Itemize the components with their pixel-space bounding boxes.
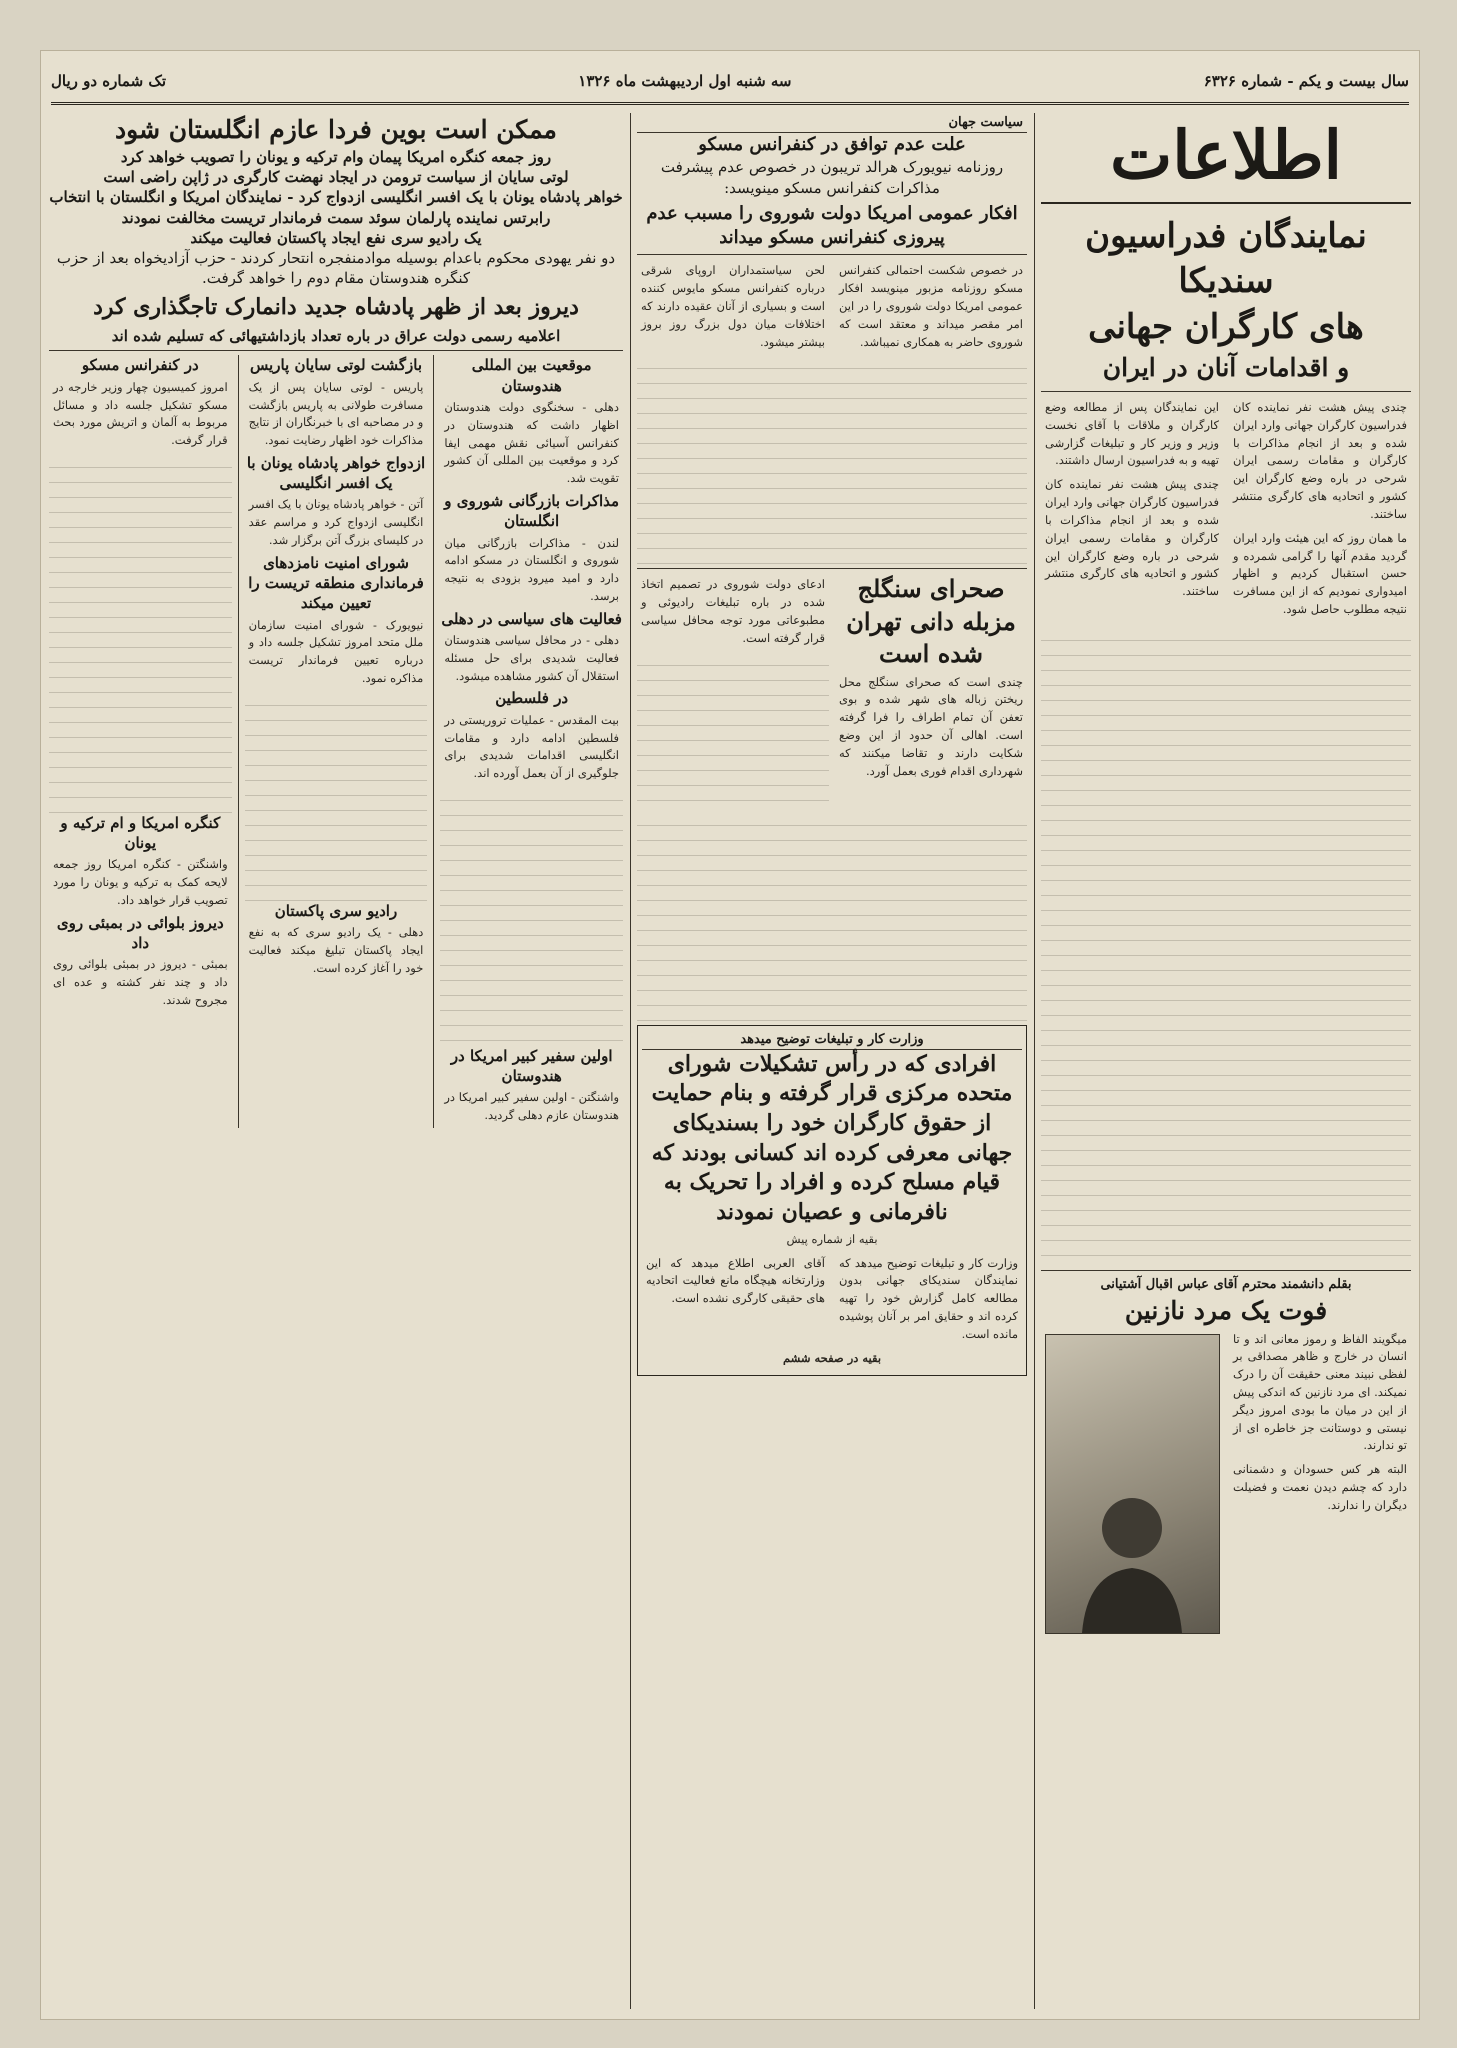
trade-talks-body: لندن - مذاکرات بازرگانی میان شوروی و انگلستان در مسکو ادامه دارد و امید میرود بزودی به نتیجه برسد. — [444, 535, 619, 603]
portrait-photo — [1045, 1334, 1220, 1634]
box-headline: افرادی که در رأس تشکیلات شورای متحده مرکزی قرار گرفته و بنام حمایت از حقوق کارگران خود را بسندیکای جهانی معرفی کرده اند کسانی بودند که قیام مسلح کرده و افراد را تحریک به نافرمانی و عصیان نمودند — [651, 1050, 1013, 1226]
denmark-banner: دیروز بعد از ظهر پادشاه جدید دانمارک تاجگذاری کرد — [93, 293, 579, 320]
delhi-politics-body: دهلی - در محافل سیاسی هندوستان فعالیت شدیدی برای حل مسئله استقلال آن کشور مشاهده میشود. — [444, 633, 619, 683]
bevin-headline: ممکن است بوین فردا عازم انگلستان شود — [115, 115, 557, 144]
moscow-body-1: در خصوص شکست احتمالی کنفرانس مسکو روزنامه مزبور مینویسد افکار عمومی امریکا دولت شوروی را در این امر مقصر میداند و معتقد است که شوروی حاضر به همکاری نمیباشد. — [839, 263, 1023, 349]
us-ambassador-body: واشنگتن - اولین سفیر کبیر امریکا در هندوستان عازم دهلی گردید. — [444, 1090, 619, 1123]
bombay-riot-headline: دیروز بلوائی در بمبئی روی داد — [56, 913, 224, 953]
sanglaj-headline: صحرای سنگلج مزبله دانی تهران شده است — [846, 574, 1016, 669]
obituary-headline: فوت یک مرد نازنین — [1124, 1295, 1328, 1325]
bevin-subhead-2: لوتی سایان از سیاست ترومن در ایجاد نهضت کارگری در ژاپن راضی است — [103, 168, 569, 186]
trieste-headline: شورای امنیت نامزدهای فرمانداری منطقه تریست را تعیین میکند — [248, 553, 424, 613]
moscow-conference-headline: در کنفرانس مسکو — [81, 356, 199, 375]
column-right — [1041, 113, 1411, 2009]
box-body: وزارت کار و تبلیغات توضیح میدهد که نمایندگان سندیکای جهانی بدون مطالعه کامل گزارش خود را تهیه کرده اند و حقایق امر بر آنان پوشیده مانده است. — [839, 1255, 1018, 1341]
column-middle — [637, 113, 1027, 2009]
page-header — [51, 59, 1409, 105]
sanglaj-body: چندی است که صحرای سنگلج محل ریختن زباله های شهر شده و بوی تعفن آن تمام اطراف را فرا گرفته است. اهالی آن حدود از این وضع شکایت دارند و تقاضا میکنند که شهرداری اقدام فوری بعمل آورد. — [839, 674, 1023, 778]
trieste-body: نیویورک - شورای امنیت سازمان ملل متحد امروز تشکیل جلسه داد و درباره تعیین فرماندار تریست مذاکره نمود. — [248, 617, 424, 686]
moscow-conference-body: امروز کمیسیون چهار وزیر خارجه در مسکو تشکیل جلسه داد و مسائل مربوط به آلمان و اتریش مورد بحث قرار گرفت. — [52, 379, 228, 448]
pakistan-radio-body: دهلی - یک رادیو سری که به نفع ایجاد پاکستان تبلیغ میکند فعالیت خود را آغاز کرده است. — [248, 925, 424, 975]
lead-article-body-3: این نمایندگان پس از مطالعه وضع کارگران و ملاقات با آقای نخست وزیر و وزیر کار و تبلیغات گزارشی تهیه و به فدراسیون ارسال داشتند. — [1045, 400, 1219, 468]
lead-article-continued-text — [1041, 626, 1411, 1266]
moscow-headline: علت عدم توافق در کنفرانس مسکو — [698, 134, 966, 155]
moscow-continued-text — [637, 354, 1027, 564]
box-body-2: آقای العربی اطلاع میدهد که این وزارتخانه هیچگاه مانع فعالیت اتحادیه های حقیقی کارگری نشده است. — [646, 1255, 825, 1306]
moscow-headline-2: افکار عمومی امریکا دولت شوروی را مسبب عدم پیروزی کنفرانس مسکو میداند — [646, 202, 1018, 249]
lead-subhead: و اقدامات آنان در ایران — [1102, 353, 1350, 383]
lutisayan-headline: بازگشت لوتی سایان پاریس — [249, 356, 423, 375]
box-note: بقیه از شماره پیش — [786, 1231, 878, 1246]
lead-article-body-1: چندی پیش هشت نفر نماینده کان فدراسیون کارگران جهانی وارد ایران شده و بعد از انجام مذاکرات با کارگران و مقامات رسمی ایران شرحی در باره وضع کارگران این کشور و اتحادیه های کارگری منتشر ساختند. — [1233, 400, 1407, 521]
iraq-subbanner: اعلامیه رسمی دولت عراق در باره تعداد بازداشتیهائی که تسلیم شده اند — [111, 327, 561, 346]
india-status-body: دهلی - سخنگوی دولت هندوستان اظهار داشت که هندوستان در کنفرانس آسیائی نقش مهمی ایفا کرد و موقعیت بین المللی آن کشور تقویت شد. — [444, 399, 619, 486]
obituary-body: میگویند الفاظ و رموز معانی اند و تا انسان در خارج و ظاهر مصداقی بر لفظی نبیند معنی حقیقت آن را درک نمیکند. ای مرد نازنین که اندکی پیش از این در میان ما بودی امروز دیگر نیستی و دوستانت جز خاطره ای از تو ندارند. — [1233, 1331, 1407, 1453]
date-line: سه شنبه اول اردیبهشت ماه ۱۳۲۶ — [578, 71, 792, 90]
moscow-subhead: روزنامه نیویورک هرالد تریبون در خصوص عدم پیشرفت مذاکرات کنفرانس مسکو مینویسد: — [660, 158, 1004, 197]
lead-article-body-2: ما همان روز که این هیئت وارد ایران گردید مقدم آنها را گرامی شمرده و حسن استقبال کردیم و اظهار امیدواری نمودیم که از این مسافرت نتیجه مطلوب حاصل شود. — [1233, 530, 1407, 616]
column-left — [49, 113, 623, 2009]
labor-ministry-box — [637, 1025, 1027, 1376]
price-label: تک شماره دو ریال — [51, 71, 166, 90]
bevin-lead-body: دو نفر یهودی محکوم باعدام بوسیله موادمنفجره انتحار کردند - حزب آزادیخواه بعد از حزب کنگره هندوستان مقام دوم را خواهد گرفت. — [56, 249, 616, 288]
greek-marriage-body: آتن - خواهر پادشاه یونان با یک افسر انگلیسی ازدواج کرد و مراسم عقد در کلیسای بزرگ آتن برگزار شد. — [248, 497, 424, 548]
moscow-body-2: لحن سیاستمداران اروپای شرقی درباره کنفرانس مسکو مایوس کننده است و بسیاری از آنان عقیده دارند که اختلافات میان دول بزرگ روز بروز بیشتر میشود. — [641, 263, 825, 349]
bombay-riot-body: بمبئی - دیروز در بمبئی بلوائی روی داد و چند نفر کشته و عده ای مجروح شدند. — [52, 957, 228, 1007]
bevin-subhead-4: یک رادیو سری نفع ایجاد پاکستان فعالیت میکند — [190, 228, 482, 247]
bevin-subhead-3: خواهر پادشاه یونان با یک افسر انگلیسی ازدواج کرد - نمایندگان امریکا و انگلستان با انتخاب رابرتس نماینده پارلمان سوئد سمت فرماندار تریست مخالفت نمودند — [49, 188, 623, 227]
obituary-body-2: البته هر کس حسودان و دشمنانی دارد که چشم دیدن نعمت و فضیلت دیگران را ندارند. — [1233, 1462, 1407, 1512]
palestine-headline: در فلسطین — [495, 689, 569, 708]
delhi-politics-headline: فعالیت های سیاسی در دهلی — [441, 609, 622, 628]
soviet-body: ادعای دولت شوروی در تصمیم اتخاذ شده در باره تبلیغات رادیوئی و مطبوعاتی مورد توجه محافل سیاسی قرار گرفته است. — [641, 577, 825, 645]
congress-aid-body: واشنگتن - کنگره امریکا روز جمعه لایحه کمک به ترکیه و یونان را مورد تصویب قرار خواهد داد. — [52, 857, 228, 908]
pakistan-radio-headline: رادیو سری پاکستان — [274, 901, 398, 920]
section-kicker: سیاست جهان — [637, 113, 1027, 133]
lead-headline-1: نمایندگان فدراسیون سندیکا — [1085, 215, 1367, 302]
congress-aid-headline: کنگره امریکا و ام ترکیه و یونان — [60, 813, 221, 853]
obituary-kicker: بقلم دانشمند محترم آقای عباس اقبال آشتیانی — [1100, 1276, 1352, 1292]
us-ambassador-headline: اولین سفیر کبیر امریکا در هندوستان — [450, 1046, 613, 1086]
bevin-subhead-1: روز جمعه کنگره امریکا پیمان وام ترکیه و یونان را تصویب خواهد کرد — [120, 147, 552, 166]
lutisayan-body: پاریس - لوتی سایان پس از یک مسافرت طولانی به پاریس بازگشت و در مصاحبه ای با خبرنگاران از نتایج مذاکرات خود اظهار رضایت نمود. — [248, 379, 424, 448]
person-silhouette-icon — [1077, 1483, 1187, 1633]
box-footer: بقیه در صفحه ششم — [782, 1350, 882, 1365]
greek-marriage-headline: ازدواج خواهر پادشاه یونان با یک افسر انگلیسی — [246, 453, 426, 493]
lead-headline-2: های کارگران جهانی — [1088, 307, 1364, 348]
issue-line: سال بیست و یکم - شماره ۶۳۲۶ — [1203, 71, 1409, 90]
newspaper-page — [40, 50, 1420, 2020]
palestine-body: بیت المقدس - عملیات تروریستی در فلسطین ادامه دارد و مقامات انگلیسی اقدامات شدیدی برای جلوگیری از آن بعمل آورده اند. — [444, 712, 619, 781]
box-kicker: وزارت کار و تبلیغات توضیح میدهد — [642, 1030, 1022, 1050]
trade-talks-headline: مذاکرات بازرگانی شوروی و انگلستان — [444, 492, 620, 531]
masthead-logo: اطلاعات — [1041, 113, 1411, 204]
india-status-headline: موقعیت بین المللی هندوستان — [471, 356, 592, 395]
lead-article-body-1b: چندی پیش هشت نفر نماینده کان فدراسیون کارگران جهانی وارد ایران شده و بعد از انجام مذاکرات با کارگران و مقامات رسمی ایران شرحی در باره وضع کارگران این کشور و اتحادیه های کارگری منتشر ساختند. — [1045, 477, 1219, 599]
